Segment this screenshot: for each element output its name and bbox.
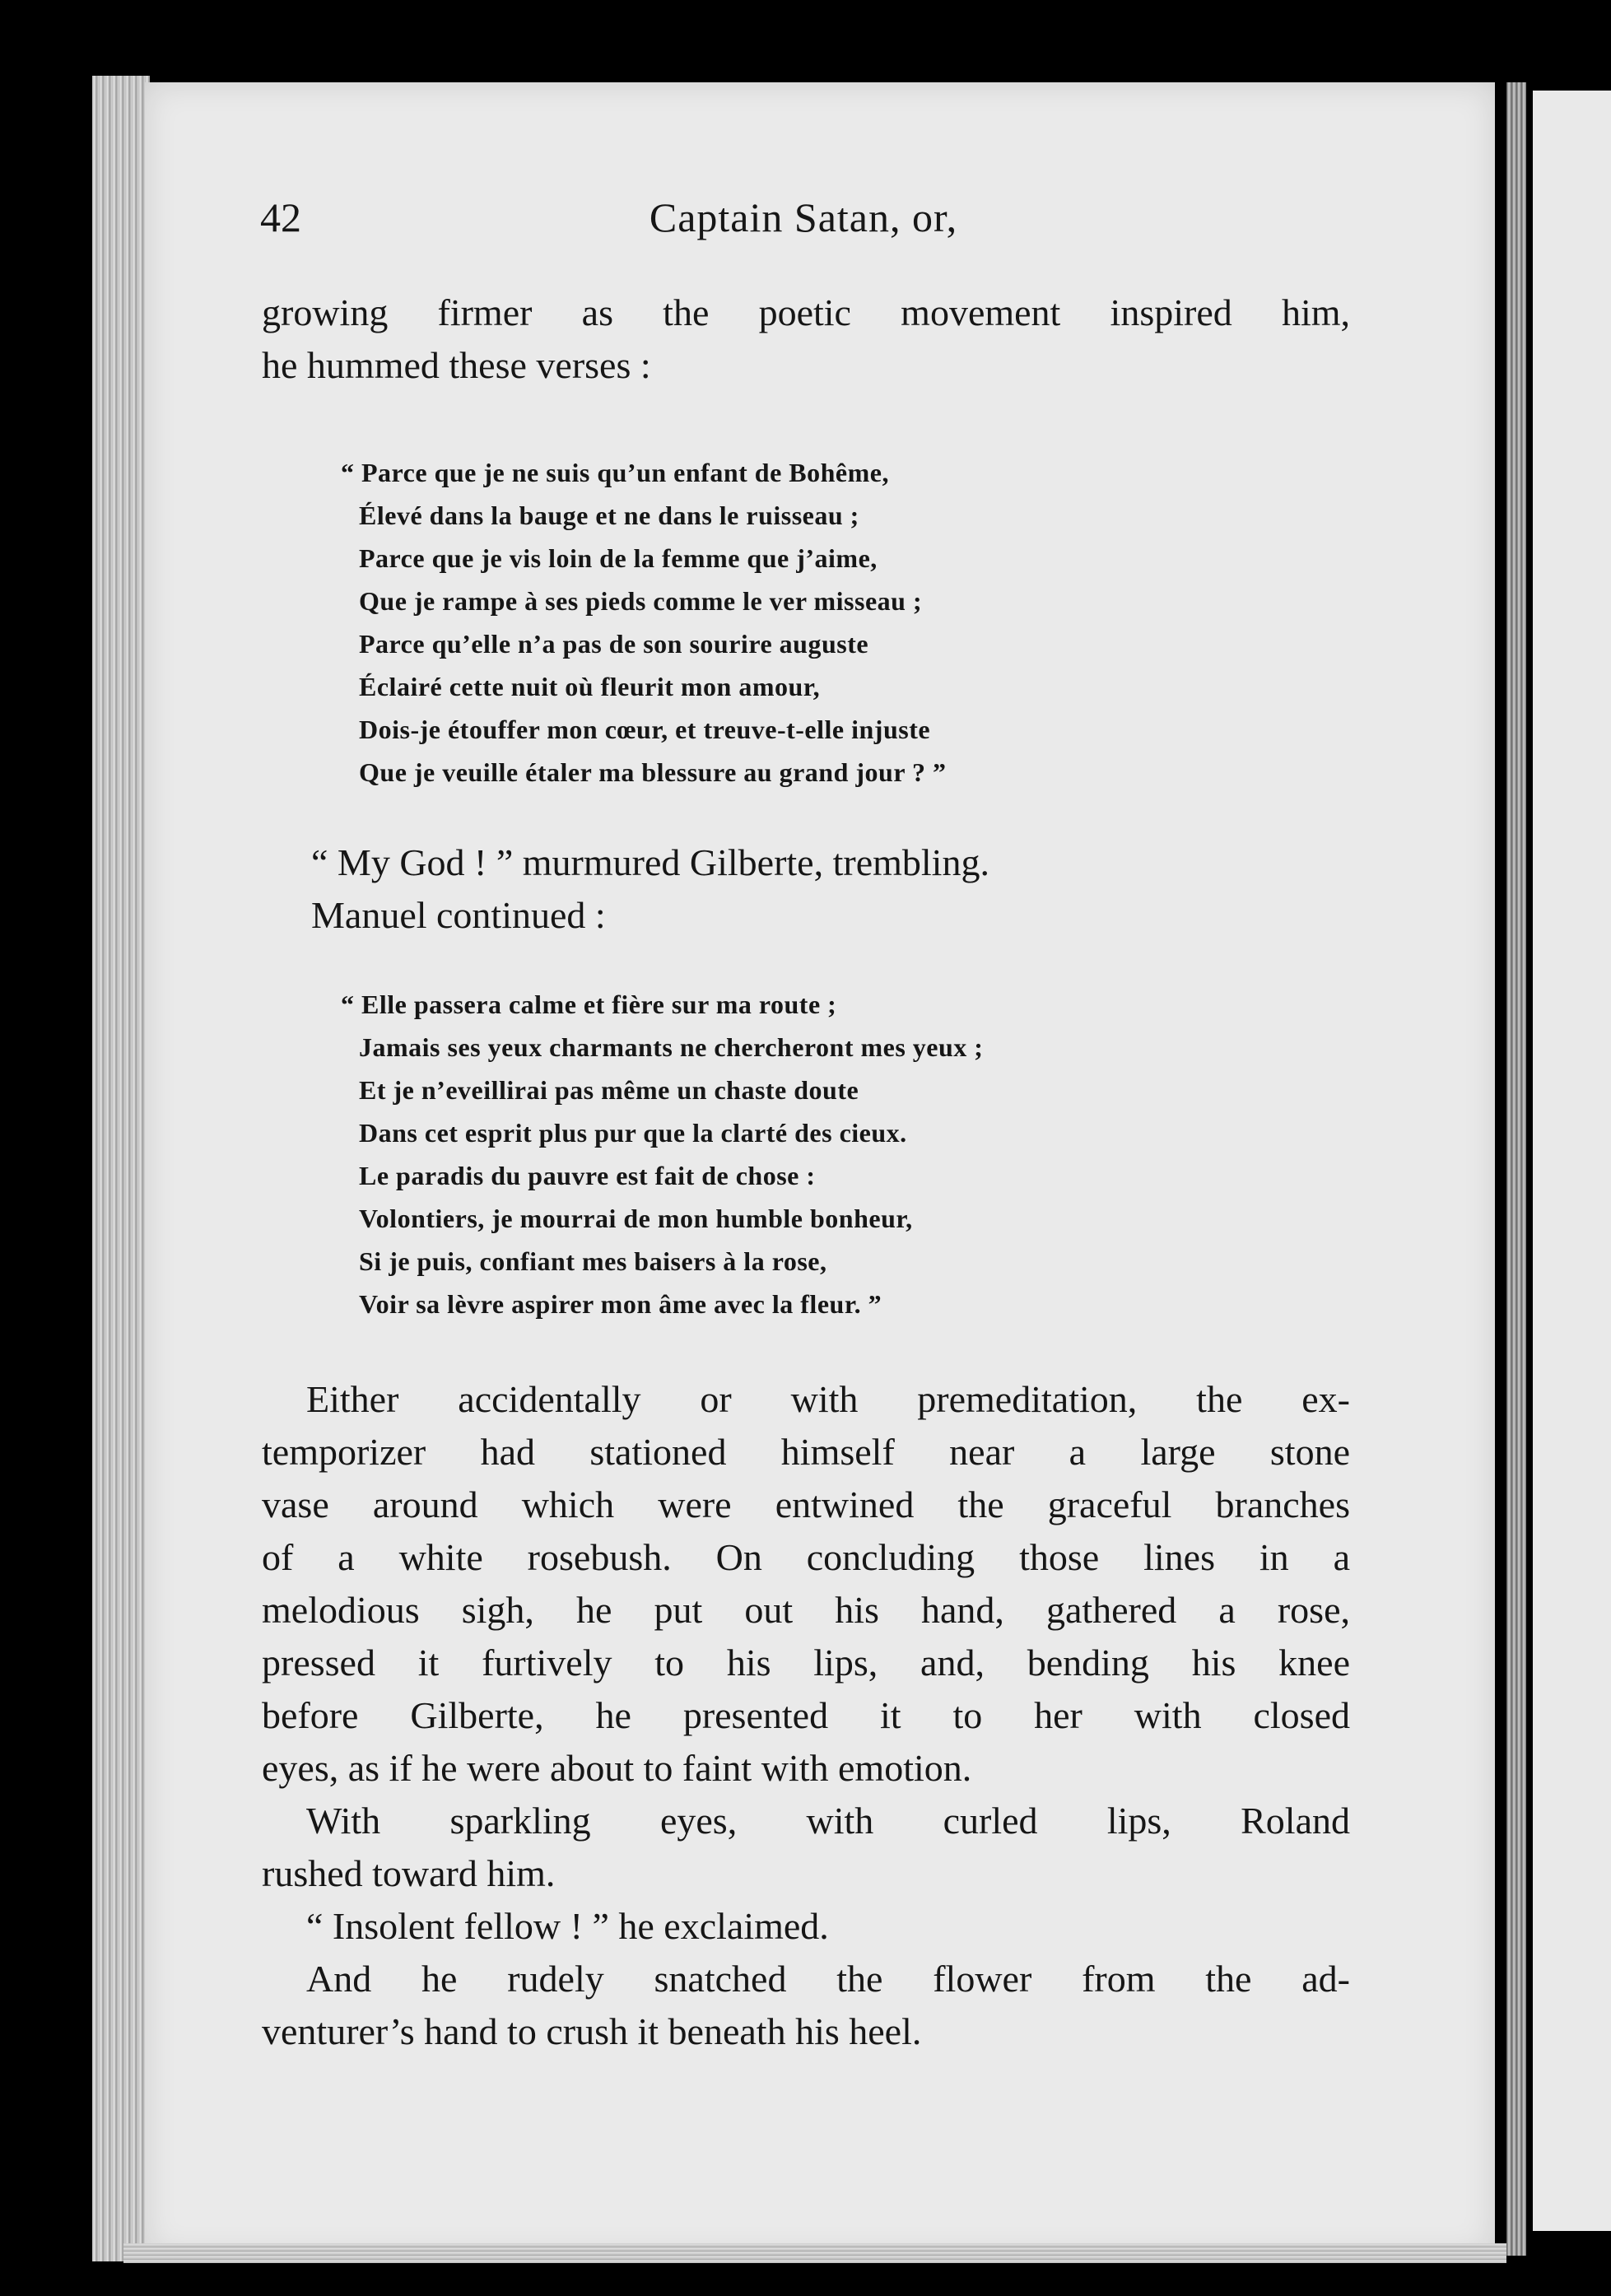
page-header bbox=[260, 193, 1347, 251]
text-line: vase around which were entwined the graceful branches bbox=[262, 1483, 1350, 1525]
text-line: of a white rosebush. On concluding those lines in a bbox=[262, 1536, 1350, 1578]
book-gutter bbox=[1506, 82, 1526, 2256]
verse-line: Volontiers, je mourrai de mon humble bonheur, bbox=[359, 1204, 913, 1233]
verse-line: Que je rampe à ses pieds comme le ver misseau ; bbox=[359, 586, 923, 616]
page-number: 42 bbox=[260, 194, 301, 240]
text-line: before Gilberte, he presented it to her with closed bbox=[262, 1694, 1350, 1736]
verse-line: Dans cet esprit plus pur que la clarté des cieux. bbox=[359, 1118, 907, 1148]
verse-line: Élevé dans la bauge et ne dans le ruisseau ; bbox=[359, 501, 859, 530]
verse-line: “ Elle passera calme et fière sur ma route ; bbox=[341, 990, 837, 1019]
text-line: With sparkling eyes, with curled lips, Roland bbox=[306, 1800, 1350, 1842]
text-line: temporizer had stationed himself near a large stone bbox=[262, 1431, 1350, 1473]
text-line: Manuel continued : bbox=[311, 894, 606, 936]
verse-line: Voir sa lèvre aspirer mon âme avec la fleur. ” bbox=[359, 1289, 882, 1319]
text-line: And he rudely snatched the flower from the ad- bbox=[306, 1958, 1350, 2000]
running-title: Captain Satan, or, bbox=[649, 194, 958, 240]
verse-stanza-2 bbox=[341, 983, 1264, 1325]
text-line: rushed toward him. bbox=[262, 1852, 556, 1894]
book-bottom-edge bbox=[123, 2243, 1506, 2263]
dialogue-paragraph bbox=[311, 836, 1283, 942]
verse-line: Le paradis du pauvre est fait de chose : bbox=[359, 1161, 816, 1190]
text-line: eyes, as if he were about to faint with emotion. bbox=[262, 1747, 972, 1789]
book-page-edges bbox=[92, 76, 150, 2261]
verse-line: Jamais ses yeux charmants ne chercheront mes yeux ; bbox=[359, 1032, 984, 1062]
verse-line: Parce que je vis loin de la femme que j’aime, bbox=[359, 543, 878, 573]
text-line: “ My God ! ” murmured Gilberte, trembling. bbox=[311, 841, 989, 883]
text-line: he hummed these verses : bbox=[262, 344, 651, 386]
verse-line: Dois-je étouffer mon cœur, et treuve-t-elle injuste bbox=[359, 715, 931, 744]
text-line: growing firmer as the poetic movement inspired him, bbox=[262, 291, 1350, 333]
text-line: pressed it furtively to his lips, and, bending his knee bbox=[262, 1642, 1350, 1684]
narrative-paragraph bbox=[262, 1373, 1350, 2058]
text-line: “ Insolent fellow ! ” he exclaimed. bbox=[306, 1905, 829, 1947]
text-line: Either accidentally or with premeditation, the ex- bbox=[306, 1378, 1350, 1420]
opening-paragraph bbox=[262, 286, 1350, 392]
verse-line: Si je puis, confiant mes baisers à la rose, bbox=[359, 1246, 827, 1276]
text-line: melodious sigh, he put out his hand, gathered a rose, bbox=[262, 1589, 1350, 1631]
verse-line: Que je veuille étaler ma blessure au grand jour ? ” bbox=[359, 757, 947, 787]
verse-stanza-1 bbox=[341, 451, 1264, 794]
text-line: venturer’s hand to crush it beneath his heel. bbox=[262, 2010, 922, 2052]
verse-line: “ Parce que je ne suis qu’un enfant de Bohême, bbox=[341, 458, 889, 487]
facing-page bbox=[1533, 91, 1611, 2231]
verse-line: Éclairé cette nuit où fleurit mon amour, bbox=[359, 672, 821, 701]
verse-line: Et je n’eveillirai pas même un chaste doute bbox=[359, 1075, 859, 1105]
verse-line: Parce qu’elle n’a pas de son sourire auguste bbox=[359, 629, 869, 659]
